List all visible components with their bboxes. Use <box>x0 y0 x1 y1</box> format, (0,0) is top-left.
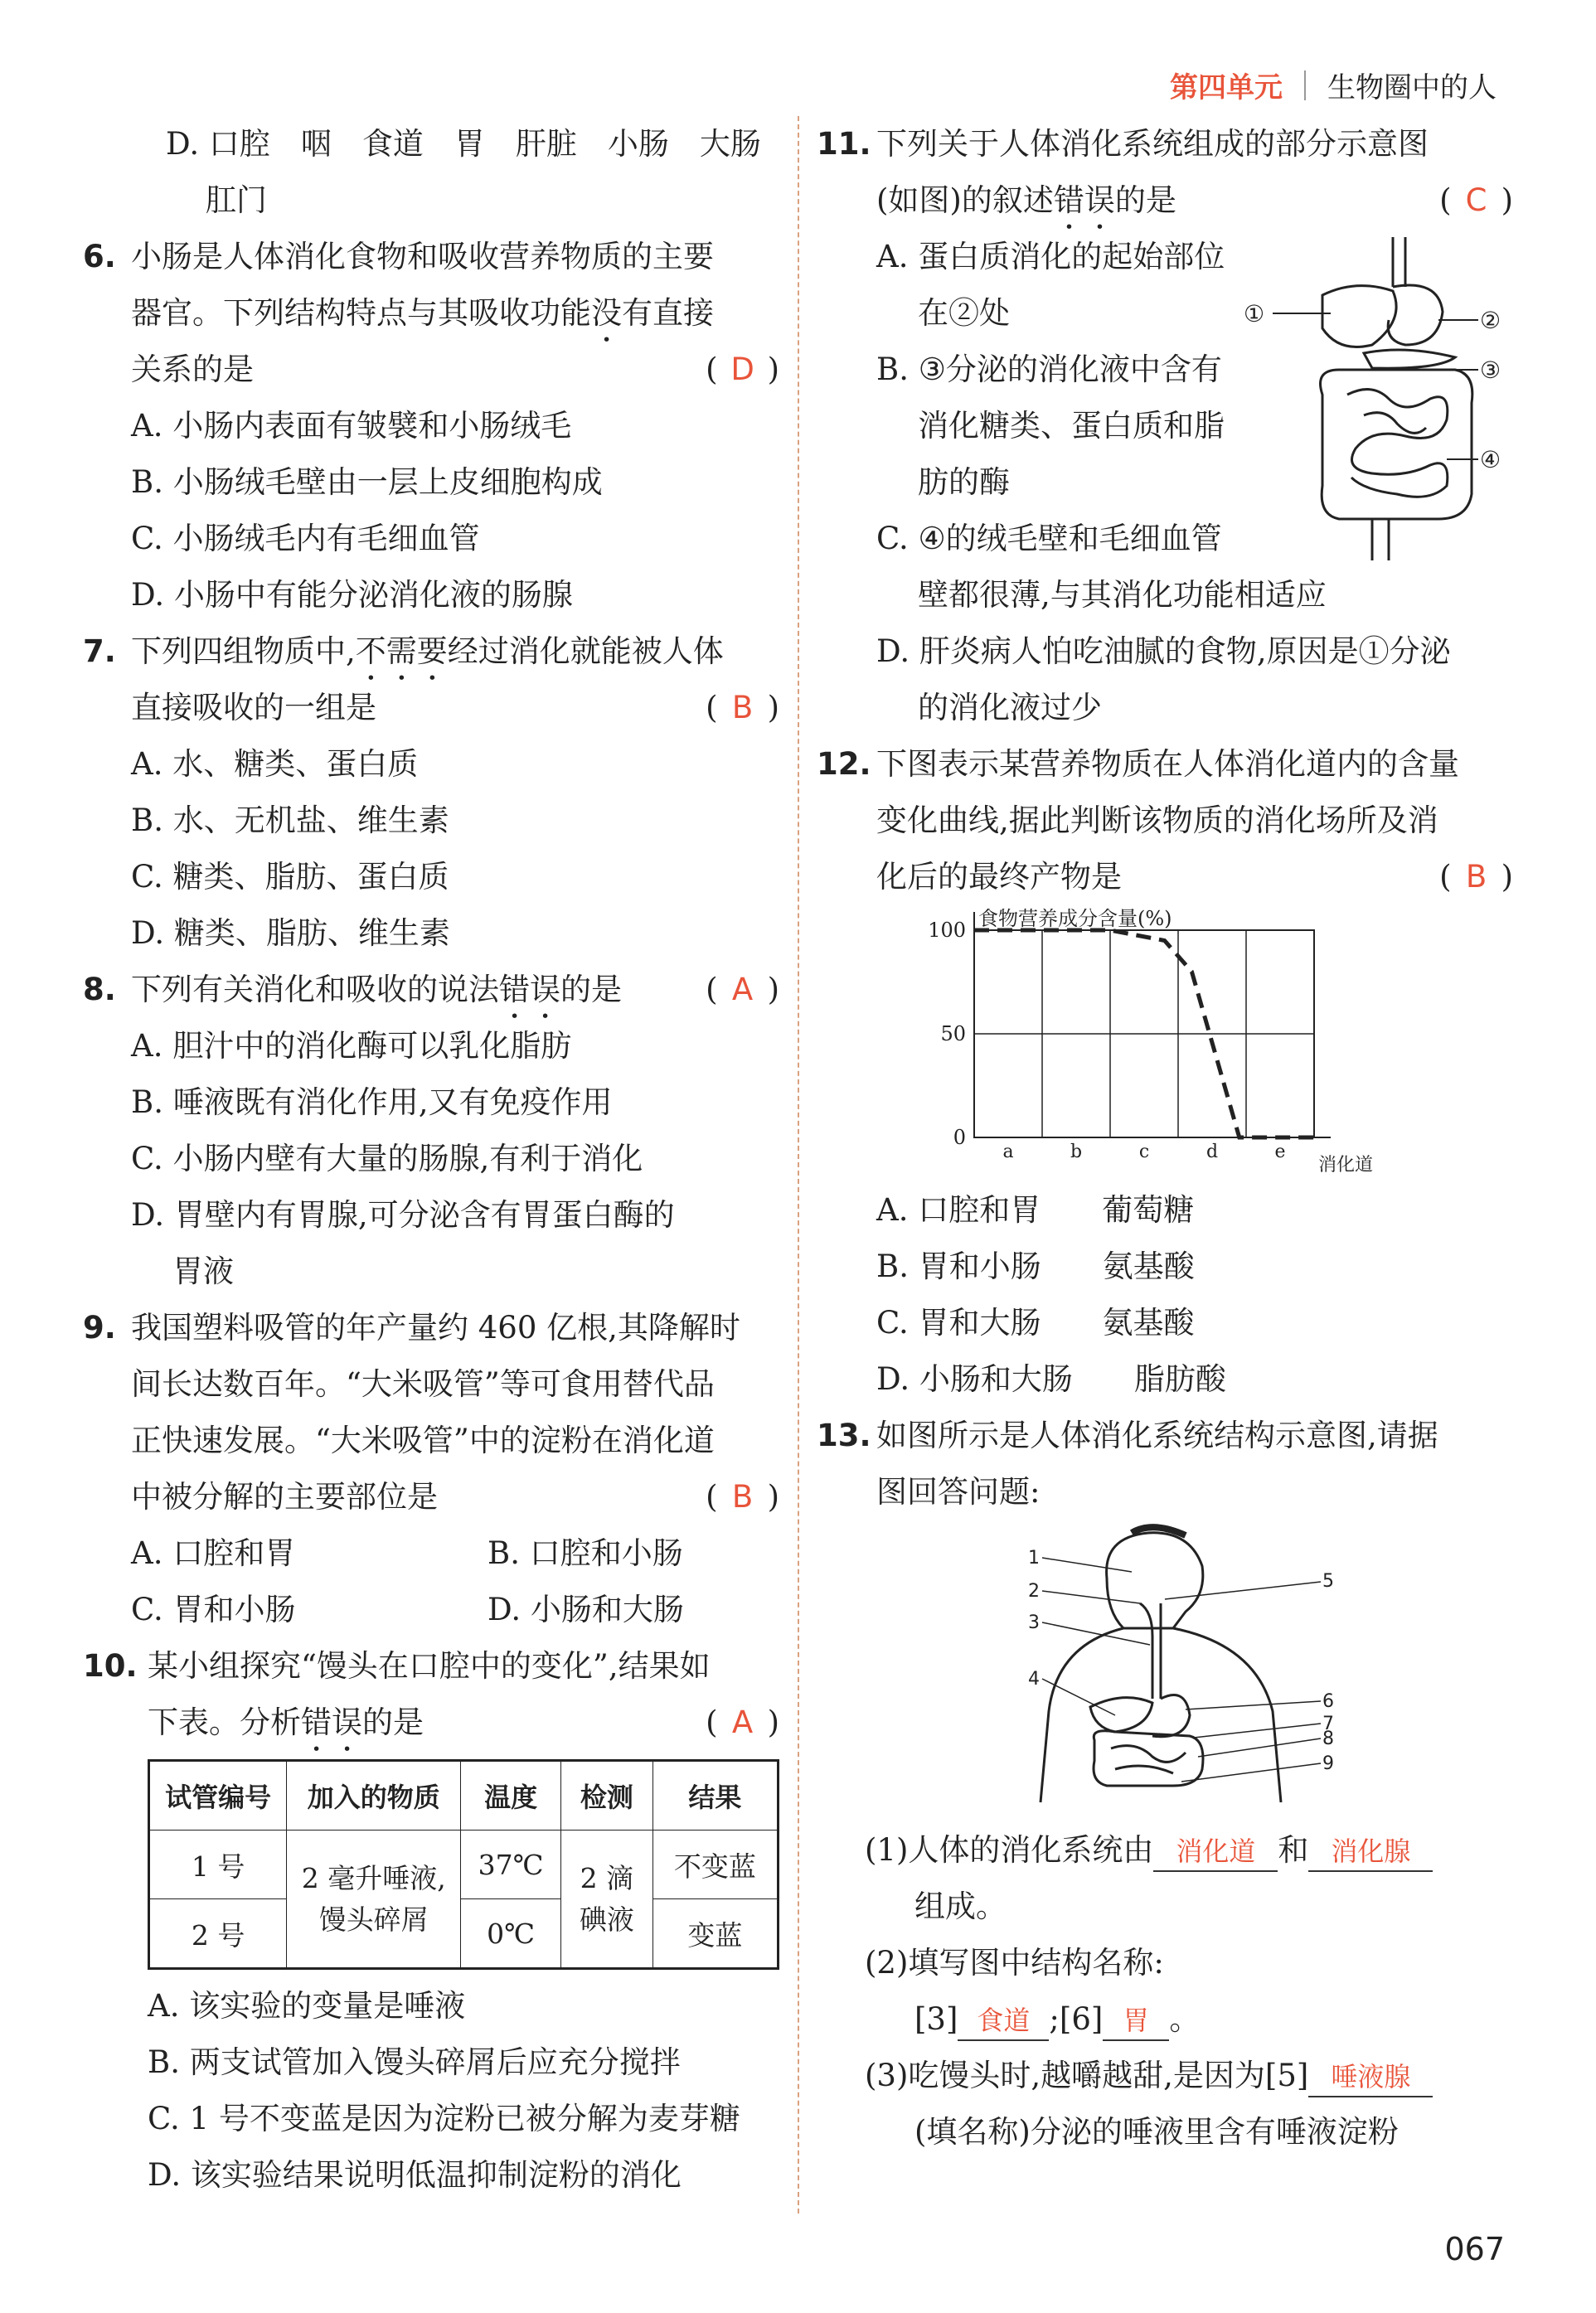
q7-answer: ( B ) <box>706 690 779 725</box>
q8-option-c: C. 小肠内壁有大量的肠腺,有利于消化 <box>131 1141 643 1176</box>
q7-option-d: D. 糖类、脂肪、维生素 <box>131 915 450 951</box>
chart-ytick-label: 100 <box>928 919 966 942</box>
q6-number: 6. <box>83 239 116 274</box>
q11-option-b: B. ③分泌的消化液中含有 <box>876 352 1222 387</box>
q9-options-row-2: C. 胃和小肠 D. 小肠和大肠 <box>131 1592 684 1627</box>
q13-part-1-cont: 组成。 <box>914 1889 1007 1924</box>
fig13-label-6: 6 <box>1322 1691 1334 1712</box>
q13-part-2-answers: [3] 食道 ;[6] 胃 。 <box>817 1991 1513 2048</box>
q10-option-a: A. 该实验的变量是唾液 <box>148 1988 466 2024</box>
q10-option-c: C. 1 号不变蓝是因为淀粉已被分解为麦芽糖 <box>148 2101 740 2136</box>
q13-part-3: (3)吃馒头时,越嚼越甜,是因为[5] 唾液腺 <box>817 2048 1513 2104</box>
answer-blank: 胃 <box>1103 2001 1169 2041</box>
chart-category-label: d <box>1205 1142 1219 1162</box>
chart-xlabel: 消化道 <box>1318 1155 1374 1176</box>
q11-answer: ( C ) <box>1439 182 1513 218</box>
q9-stem-4: 中被分解的主要部位是 ( B ) <box>83 1469 779 1525</box>
q8-option-b: B. 唾液既有消化作用,又有免疫作用 <box>131 1084 613 1120</box>
q12-answer: ( B ) <box>1439 859 1513 895</box>
q11-stem-2: (如图)的叙述错误的是 ( C ) <box>817 172 1513 229</box>
chart-category-label: b <box>1070 1142 1083 1162</box>
fig11-label-4: ④ <box>1480 446 1501 473</box>
q8-option-a: A. 胆汁中的消化酶可以乳化脂肪 <box>131 1028 572 1064</box>
q8-option-d: D. 胃壁内有胃腺,可分泌含有胃蛋白酶的 <box>131 1197 675 1233</box>
q12-option-b: B. 胃和小肠 氨基酸 <box>876 1249 1195 1284</box>
q10-option-b: B. 两支试管加入馒头碎屑后应充分搅拌 <box>148 2044 681 2080</box>
fig13-label-8: 8 <box>1322 1729 1334 1749</box>
nutrient-chart <box>900 905 1480 1179</box>
chart-title: 食物营养成分含量(%) <box>978 907 1172 930</box>
table-row: 1 号 2 毫升唾液, 馒头碎屑 37℃ 2 滴 碘液 不变蓝 <box>149 1831 779 1899</box>
unit-title: 生物圈中的人 <box>1327 71 1497 104</box>
right-column <box>817 116 1513 2160</box>
page-header <box>1170 65 1497 105</box>
q6-stem-3: 关系的是 ( D ) <box>83 342 779 398</box>
q11-option-b-cont: 消化糖类、蛋白质和脂 <box>918 408 1225 444</box>
q11-option-c: C. ④的绒毛壁和毛细血管 <box>876 521 1222 556</box>
table-row: 2 号 0℃ 变蓝 <box>149 1899 779 1969</box>
q6-answer: ( D ) <box>706 352 779 387</box>
q6-option-a: A. 小肠内表面有皱襞和小肠绒毛 <box>131 408 572 444</box>
q7-option-c: C. 糖类、脂肪、蛋白质 <box>131 859 449 895</box>
page-number: 067 <box>1444 2231 1505 2267</box>
answer-blank: 唾液腺 <box>1308 2058 1433 2097</box>
chart-ytick-label: 50 <box>940 1022 966 1045</box>
unit-label: 第四单元 <box>1170 71 1283 104</box>
q12-option-a: A. 口腔和胃 葡萄糖 <box>876 1192 1195 1228</box>
chart-category-label: e <box>1274 1142 1286 1162</box>
fig13-label-5: 5 <box>1322 1571 1334 1592</box>
q12-stem: 12. 下图表示某营养物质在人体消化道内的含量 <box>817 746 1459 782</box>
q11-stem: 11. 下列关于人体消化系统组成的部分示意图 <box>817 126 1429 162</box>
chart-category-label: a <box>1002 1142 1014 1162</box>
q12-stem-3: 化后的最终产物是 ( B ) <box>817 849 1513 905</box>
column-divider <box>798 116 799 2214</box>
q6-option-c: C. 小肠绒毛内有毛细血管 <box>131 521 480 556</box>
fig11-label-1: ① <box>1244 300 1265 327</box>
q8-stem: 8. 下列有关消化和吸收的说法 错误 的是 ( A ) <box>83 962 779 1018</box>
q13-part-2: (2)填写图中结构名称: <box>865 1945 1164 1981</box>
q7-stem-2: 直接吸收的一组是 ( B ) <box>83 680 779 736</box>
fig13-label-1: 1 <box>1028 1548 1040 1569</box>
q12-option-d: D. 小肠和大肠 脂肪酸 <box>876 1361 1226 1397</box>
q11-option-a: A. 蛋白质消化的起始部位 <box>876 239 1225 274</box>
q13-stem: 13. 如图所示是人体消化系统结构示意图,请据 <box>817 1418 1438 1453</box>
fig11-label-3: ③ <box>1480 356 1501 384</box>
q11-option-a-cont: 在②处 <box>918 295 1010 331</box>
q13-part-1: (1)人体的消化系统由 消化道 和 消化腺 <box>817 1822 1513 1879</box>
q13-part-3-cont: (填名称)分泌的唾液里含有唾液淀粉 <box>914 2114 1399 2150</box>
q9-stem-3: 正快速发展。“大米吸管”中的淀粉在消化道 <box>131 1423 715 1458</box>
q12-stem-2: 变化曲线,据此判断该物质的消化场所及消 <box>876 803 1438 838</box>
chart-ytick-label: 0 <box>953 1126 966 1149</box>
answer-blank: 消化腺 <box>1308 1832 1433 1872</box>
q6-option-b: B. 小肠绒毛壁由一层上皮细胞构成 <box>131 464 603 500</box>
q11-option-d-cont: 的消化液过少 <box>918 690 1102 725</box>
q9-stem-2: 间长达数百年。“大米吸管”等可食用替代品 <box>131 1366 715 1402</box>
fig11-label-2: ② <box>1480 307 1501 334</box>
q10-stem-2: 下表。分析错误的是 ( A ) <box>83 1695 779 1751</box>
q10-answer: ( A ) <box>706 1704 779 1740</box>
q11-option-d: D. 肝炎病人怕吃油腻的食物,原因是①分泌 <box>876 633 1451 669</box>
q9-stem: 9. 我国塑料吸管的年产量约 460 亿根,其降解时 <box>83 1310 740 1346</box>
q11-option-c-cont: 壁都很薄,与其消化功能相适应 <box>918 577 1327 613</box>
fig13-label-2: 2 <box>1028 1581 1040 1602</box>
fig13-label-9: 9 <box>1322 1753 1334 1774</box>
q5-option-d: D. 口腔 咽 食道 胃 肝脏 小肠 大肠 <box>166 126 761 162</box>
q7-stem: 7. 下列四组物质中, 不需要 经过消化就能被人体 <box>83 633 724 669</box>
q6-emphasis: 没 <box>591 295 622 331</box>
q12-option-c: C. 胃和大肠 氨基酸 <box>876 1305 1195 1341</box>
q6-stem-2: 器官。下列结构特点与其吸收功能没有直接 <box>131 295 714 331</box>
chart-category-label: c <box>1138 1142 1150 1162</box>
q9-answer: ( B ) <box>706 1479 779 1515</box>
q7-option-a: A. 水、糖类、蛋白质 <box>131 746 419 782</box>
q10-option-d: D. 该实验结果说明低温抑制淀粉的消化 <box>148 2157 682 2193</box>
q5-option-d-cont: 肛门 <box>206 182 267 218</box>
answer-blank: 消化道 <box>1153 1832 1278 1872</box>
q8-answer: ( A ) <box>706 972 779 1007</box>
fig13-label-4: 4 <box>1028 1669 1040 1690</box>
q6-option-d: D. 小肠中有能分泌消化液的肠腺 <box>131 577 573 613</box>
experiment-table: 试管编号 加入的物质 温度 检测 结果 1 号 2 毫升唾液, 馒头碎屑 37℃ 2 滴 碘液 不变蓝 2 号 0℃ 变蓝 <box>148 1759 779 1970</box>
q10-stem: 10. 某小组探究“馒头在口腔中的变化”,结果如 <box>83 1648 711 1684</box>
fig13-label-3: 3 <box>1028 1612 1040 1633</box>
q7-option-b: B. 水、无机盐、维生素 <box>131 803 449 838</box>
answer-blank: 食道 <box>958 2001 1049 2041</box>
digestive-system-figure <box>1007 1520 1356 1819</box>
q6-stem: 6. 小肠是人体消化食物和吸收营养物质的主要 <box>83 229 779 285</box>
q9-options-row-1: A. 口腔和胃 B. 口腔和小肠 <box>131 1535 683 1571</box>
fig13-label-7: 7 <box>1322 1714 1334 1734</box>
left-column <box>83 116 779 2204</box>
q13-stem-2: 图回答问题: <box>876 1474 1041 1510</box>
q8-option-d-cont: 胃液 <box>172 1253 234 1289</box>
q11-option-b-cont-2: 肪的酶 <box>918 464 1010 500</box>
header-divider <box>1304 70 1306 100</box>
